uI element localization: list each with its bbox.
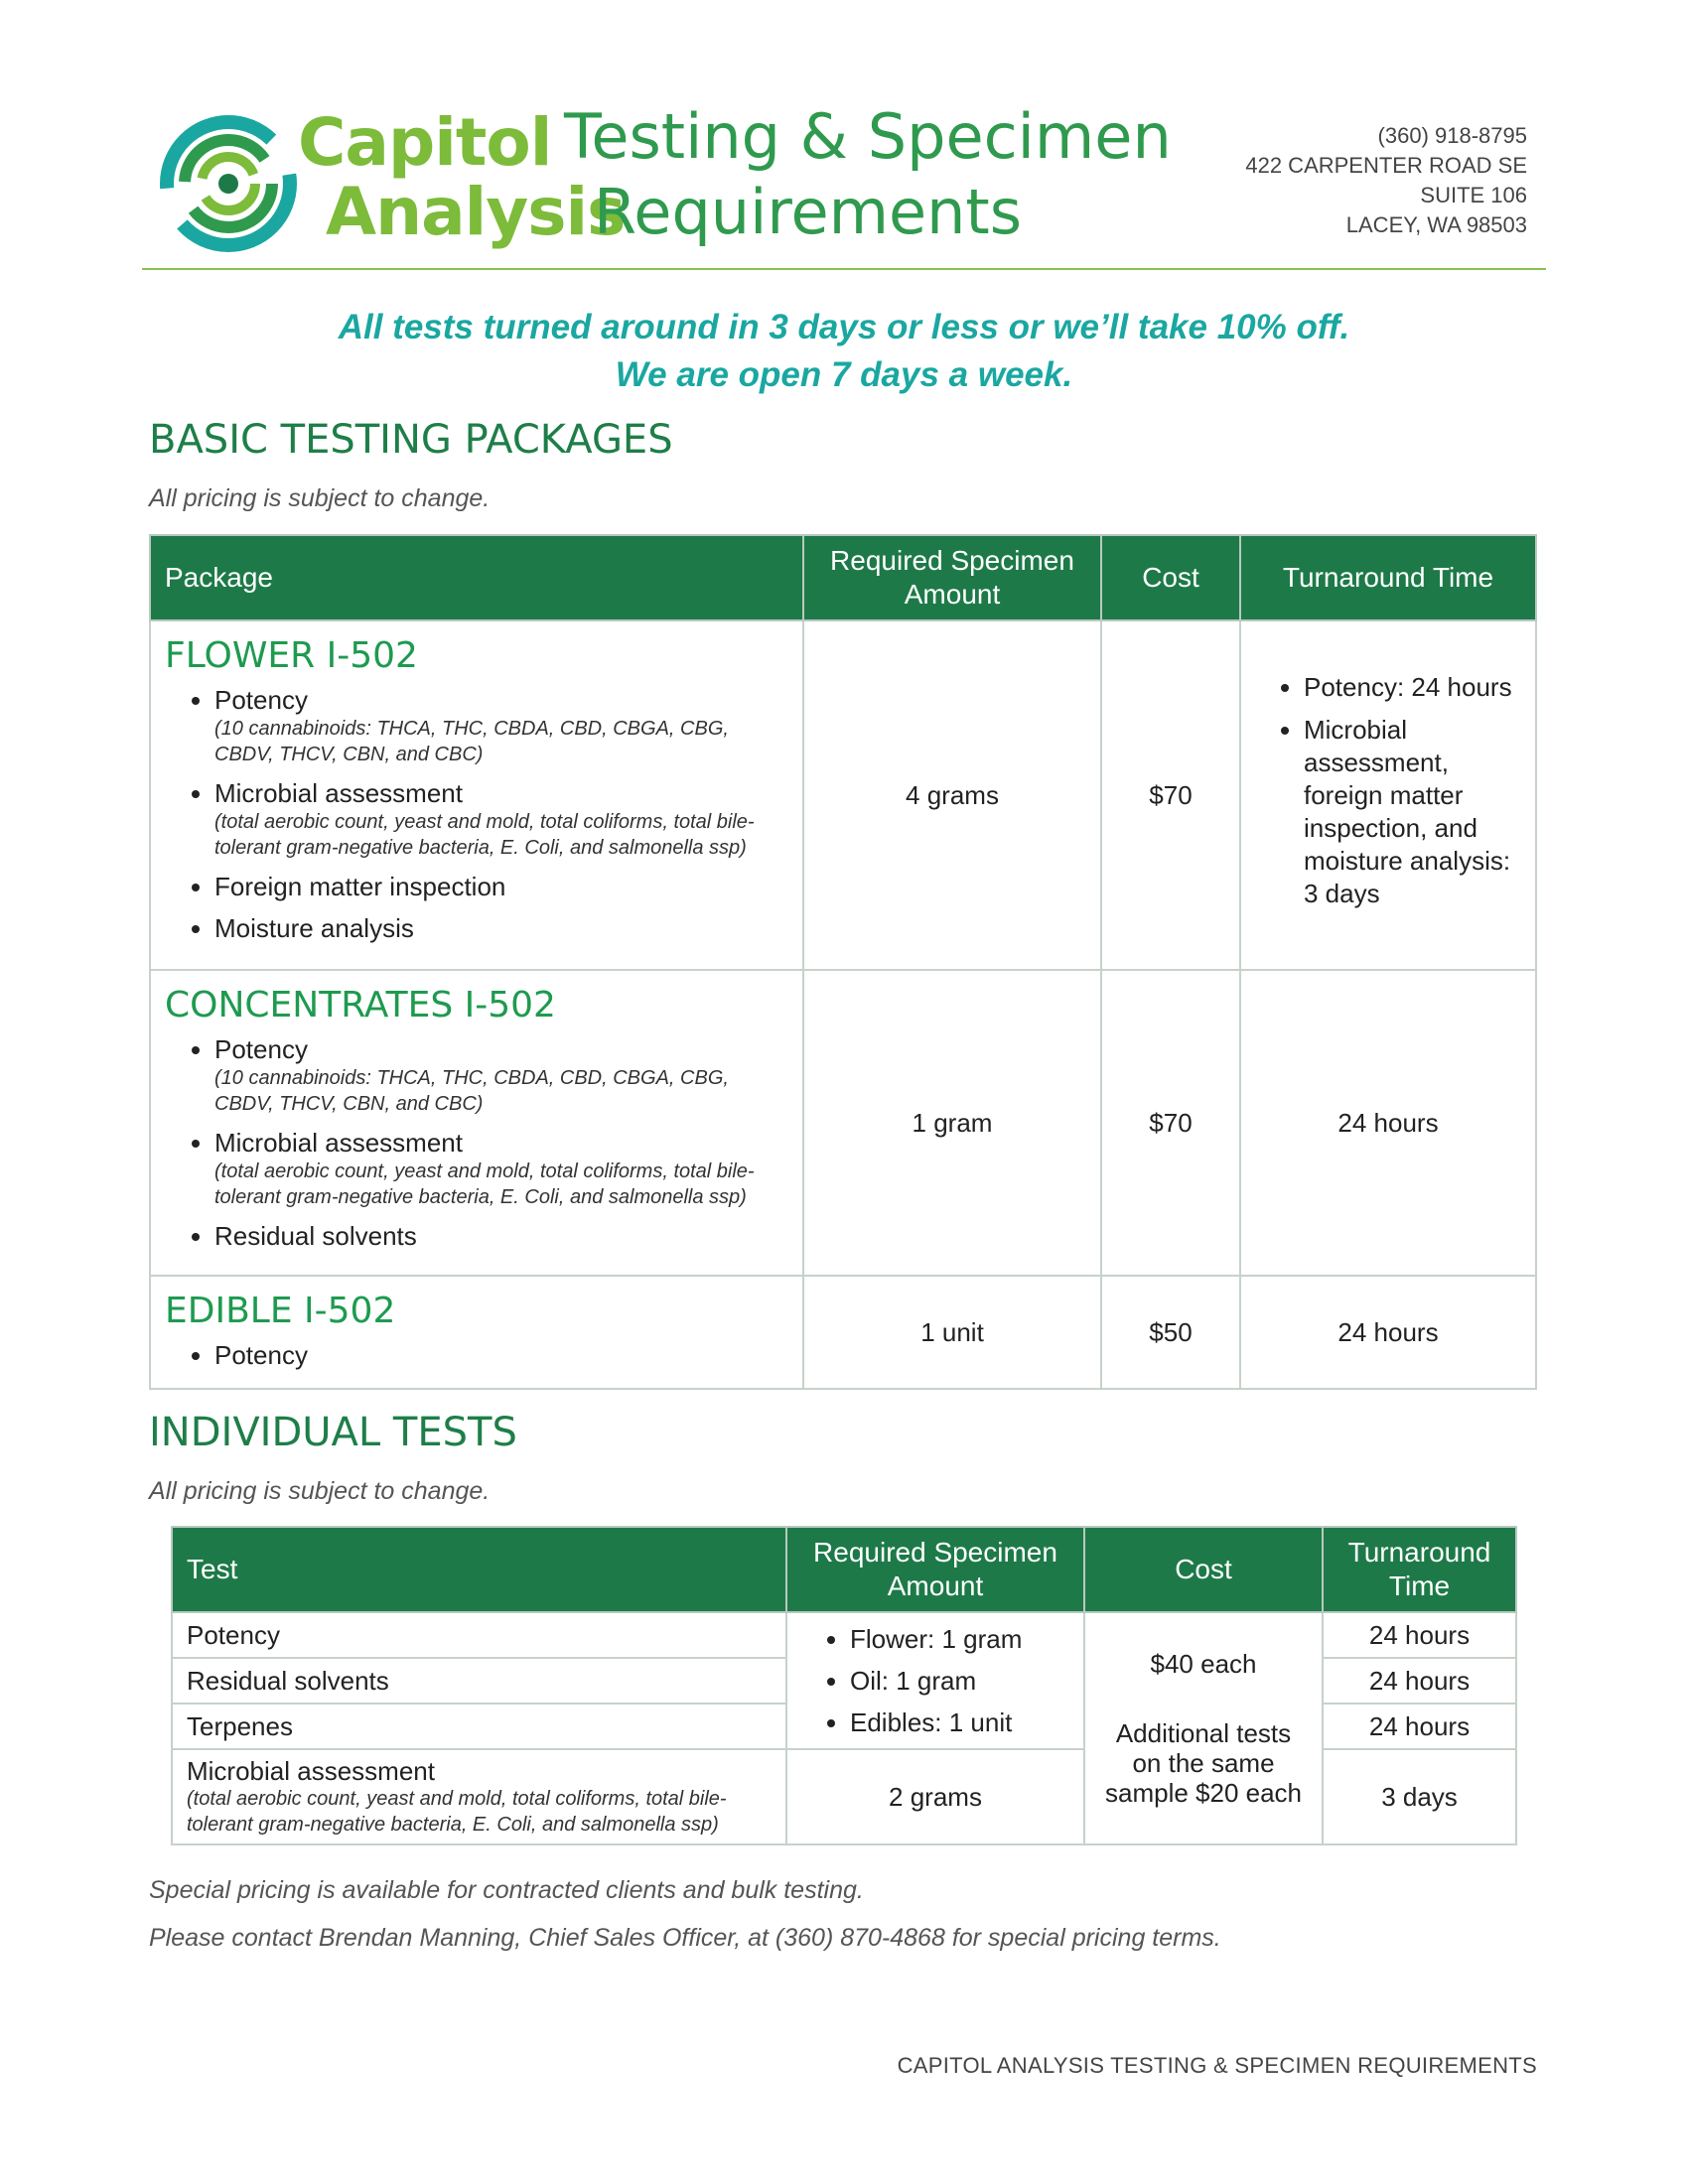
col-header-amount: Required Specimen Amount [803,535,1101,620]
package-name: EDIBLE I-502 [165,1291,396,1331]
address-line1: 422 CARPENTER ROAD SE [1245,153,1527,178]
basic-packages-table [149,534,1537,1390]
title-line2: Requirements [594,176,1023,248]
package-name: FLOWER I-502 [165,635,418,676]
package-cell [150,970,803,1276]
list-item: • Potency (10 cannabinoids: THCA, THC, CBDA, CBD, CBGA, CBG, CBDV, THCV, CBN, and CBC) [214,684,788,767]
promo-line2: We are open 7 days a week. [615,355,1073,394]
table-row [172,1612,1516,1658]
contact-note: Please contact Brendan Manning, Chief Sales Officer, at (360) 870-4868 for special pricing terms. [149,1924,1221,1952]
list-item: • Potency (10 cannabinoids: THCA, THC, CBDA, CBD, CBGA, CBG, CBDV, THCV, CBN, and CBC) [214,1033,788,1117]
turnaround-time: 24 hours [1240,970,1536,1276]
test-name: Terpenes [172,1704,786,1749]
list-item: • Microbial assessment (total aerobic count, yeast and mold, total coliforms, total bile-tolerant gram-negative bacteria, E. Coli, and salmonella ssp) [214,777,788,861]
list-item: • Moisture analysis [214,912,788,944]
test-detail: (total aerobic count, yeast and mold, total coliforms, total bile-tolerant gram-negative bacteria, E. Coli, and salmonella ssp) [187,1788,727,1836]
test-cell [172,1749,786,1844]
header-divider [142,268,1546,270]
col-header-cost: Cost [1101,535,1240,620]
logo-swirl-icon [159,114,298,253]
cost-additional: Additional tests on the same sample $20 each [1104,1718,1303,1808]
specimen-amount: 2 grams [786,1749,1084,1844]
title-line1: Testing & Specimen [564,100,1172,173]
turnaround-time: 24 hours [1323,1658,1516,1704]
col-header-package: Package [150,535,803,620]
package-cost: $50 [1101,1276,1240,1389]
col-header-test: Test [172,1527,786,1612]
brand-name-line2: Analysis [326,174,626,250]
table-header-row [172,1527,1516,1612]
table-row [150,1276,1536,1389]
specimen-amount: 1 gram [803,970,1101,1276]
test-name: Residual solvents [172,1658,786,1704]
promo-banner [0,304,1688,399]
basic-pricing-note: All pricing is subject to change. [149,484,491,512]
cost-cell [1084,1612,1323,1844]
address-line3: LACEY, WA 98503 [1345,212,1527,237]
turnaround-time: 24 hours [1323,1704,1516,1749]
col-header-turnaround: Turnaround Time [1240,535,1536,620]
cost-each: $40 each [1150,1649,1257,1679]
test-name: Microbial assessment [187,1756,435,1786]
address-line2: SUITE 106 [1420,183,1527,207]
list-item: • Potency [214,1339,788,1371]
col-header-cost: Cost [1084,1527,1323,1612]
list-item: • Microbial assessment, foreign matter inspection, and moisture analysis: 3 days [1304,714,1522,910]
package-cost: $70 [1101,970,1240,1276]
page-footer: CAPITOL ANALYSIS TESTING & SPECIMEN REQUIREMENTS [897,2053,1537,2078]
test-name: Potency [172,1612,786,1658]
promo-line1: All tests turned around in 3 days or less or we’ll take 10% off. [338,308,1350,346]
phone-number: (360) 918-8795 [1377,123,1527,148]
list-item: • Residual solvents [214,1220,788,1252]
package-items [165,1339,788,1371]
specimen-amount: 1 unit [803,1276,1101,1389]
package-cost: $70 [1101,620,1240,970]
special-pricing-note: Special pricing is available for contracted clients and bulk testing. [149,1876,864,1904]
individual-tests-table [171,1526,1517,1845]
col-header-amount: Required Specimen Amount [786,1527,1084,1612]
package-items [165,684,788,944]
specimen-amount-cell [786,1612,1084,1749]
turnaround-time: 24 hours [1240,1276,1536,1389]
document-title [564,99,1172,250]
package-cell [150,620,803,970]
table-header-row [150,535,1536,620]
list-item: • Oil: 1 gram [850,1660,1082,1702]
individual-tests-title: INDIVIDUAL TESTS [149,1410,517,1455]
package-name: CONCENTRATES I-502 [165,985,556,1025]
list-item: • Edibles: 1 unit [850,1702,1082,1743]
turnaround-cell [1240,620,1536,970]
turnaround-time: 24 hours [1323,1612,1516,1658]
specimen-amount: 4 grams [803,620,1101,970]
basic-packages-title: BASIC TESTING PACKAGES [149,417,673,463]
col-header-turnaround: Turnaround Time [1323,1527,1516,1612]
list-item: • Foreign matter inspection [214,871,788,902]
table-row [150,620,1536,970]
turnaround-time: 3 days [1323,1749,1516,1844]
list-item: • Microbial assessment (total aerobic count, yeast and mold, total coliforms, total bile-tolerant gram-negative bacteria, E. Coli, and salmonella ssp) [214,1127,788,1210]
brand-name-line1: Capitol [298,104,552,181]
list-item: • Flower: 1 gram [850,1618,1082,1660]
package-items [165,1033,788,1252]
individual-pricing-note: All pricing is subject to change. [149,1477,491,1505]
table-row [150,970,1536,1276]
package-cell [150,1276,803,1389]
contact-address [1245,121,1527,240]
list-item: • Potency: 24 hours [1304,671,1522,704]
